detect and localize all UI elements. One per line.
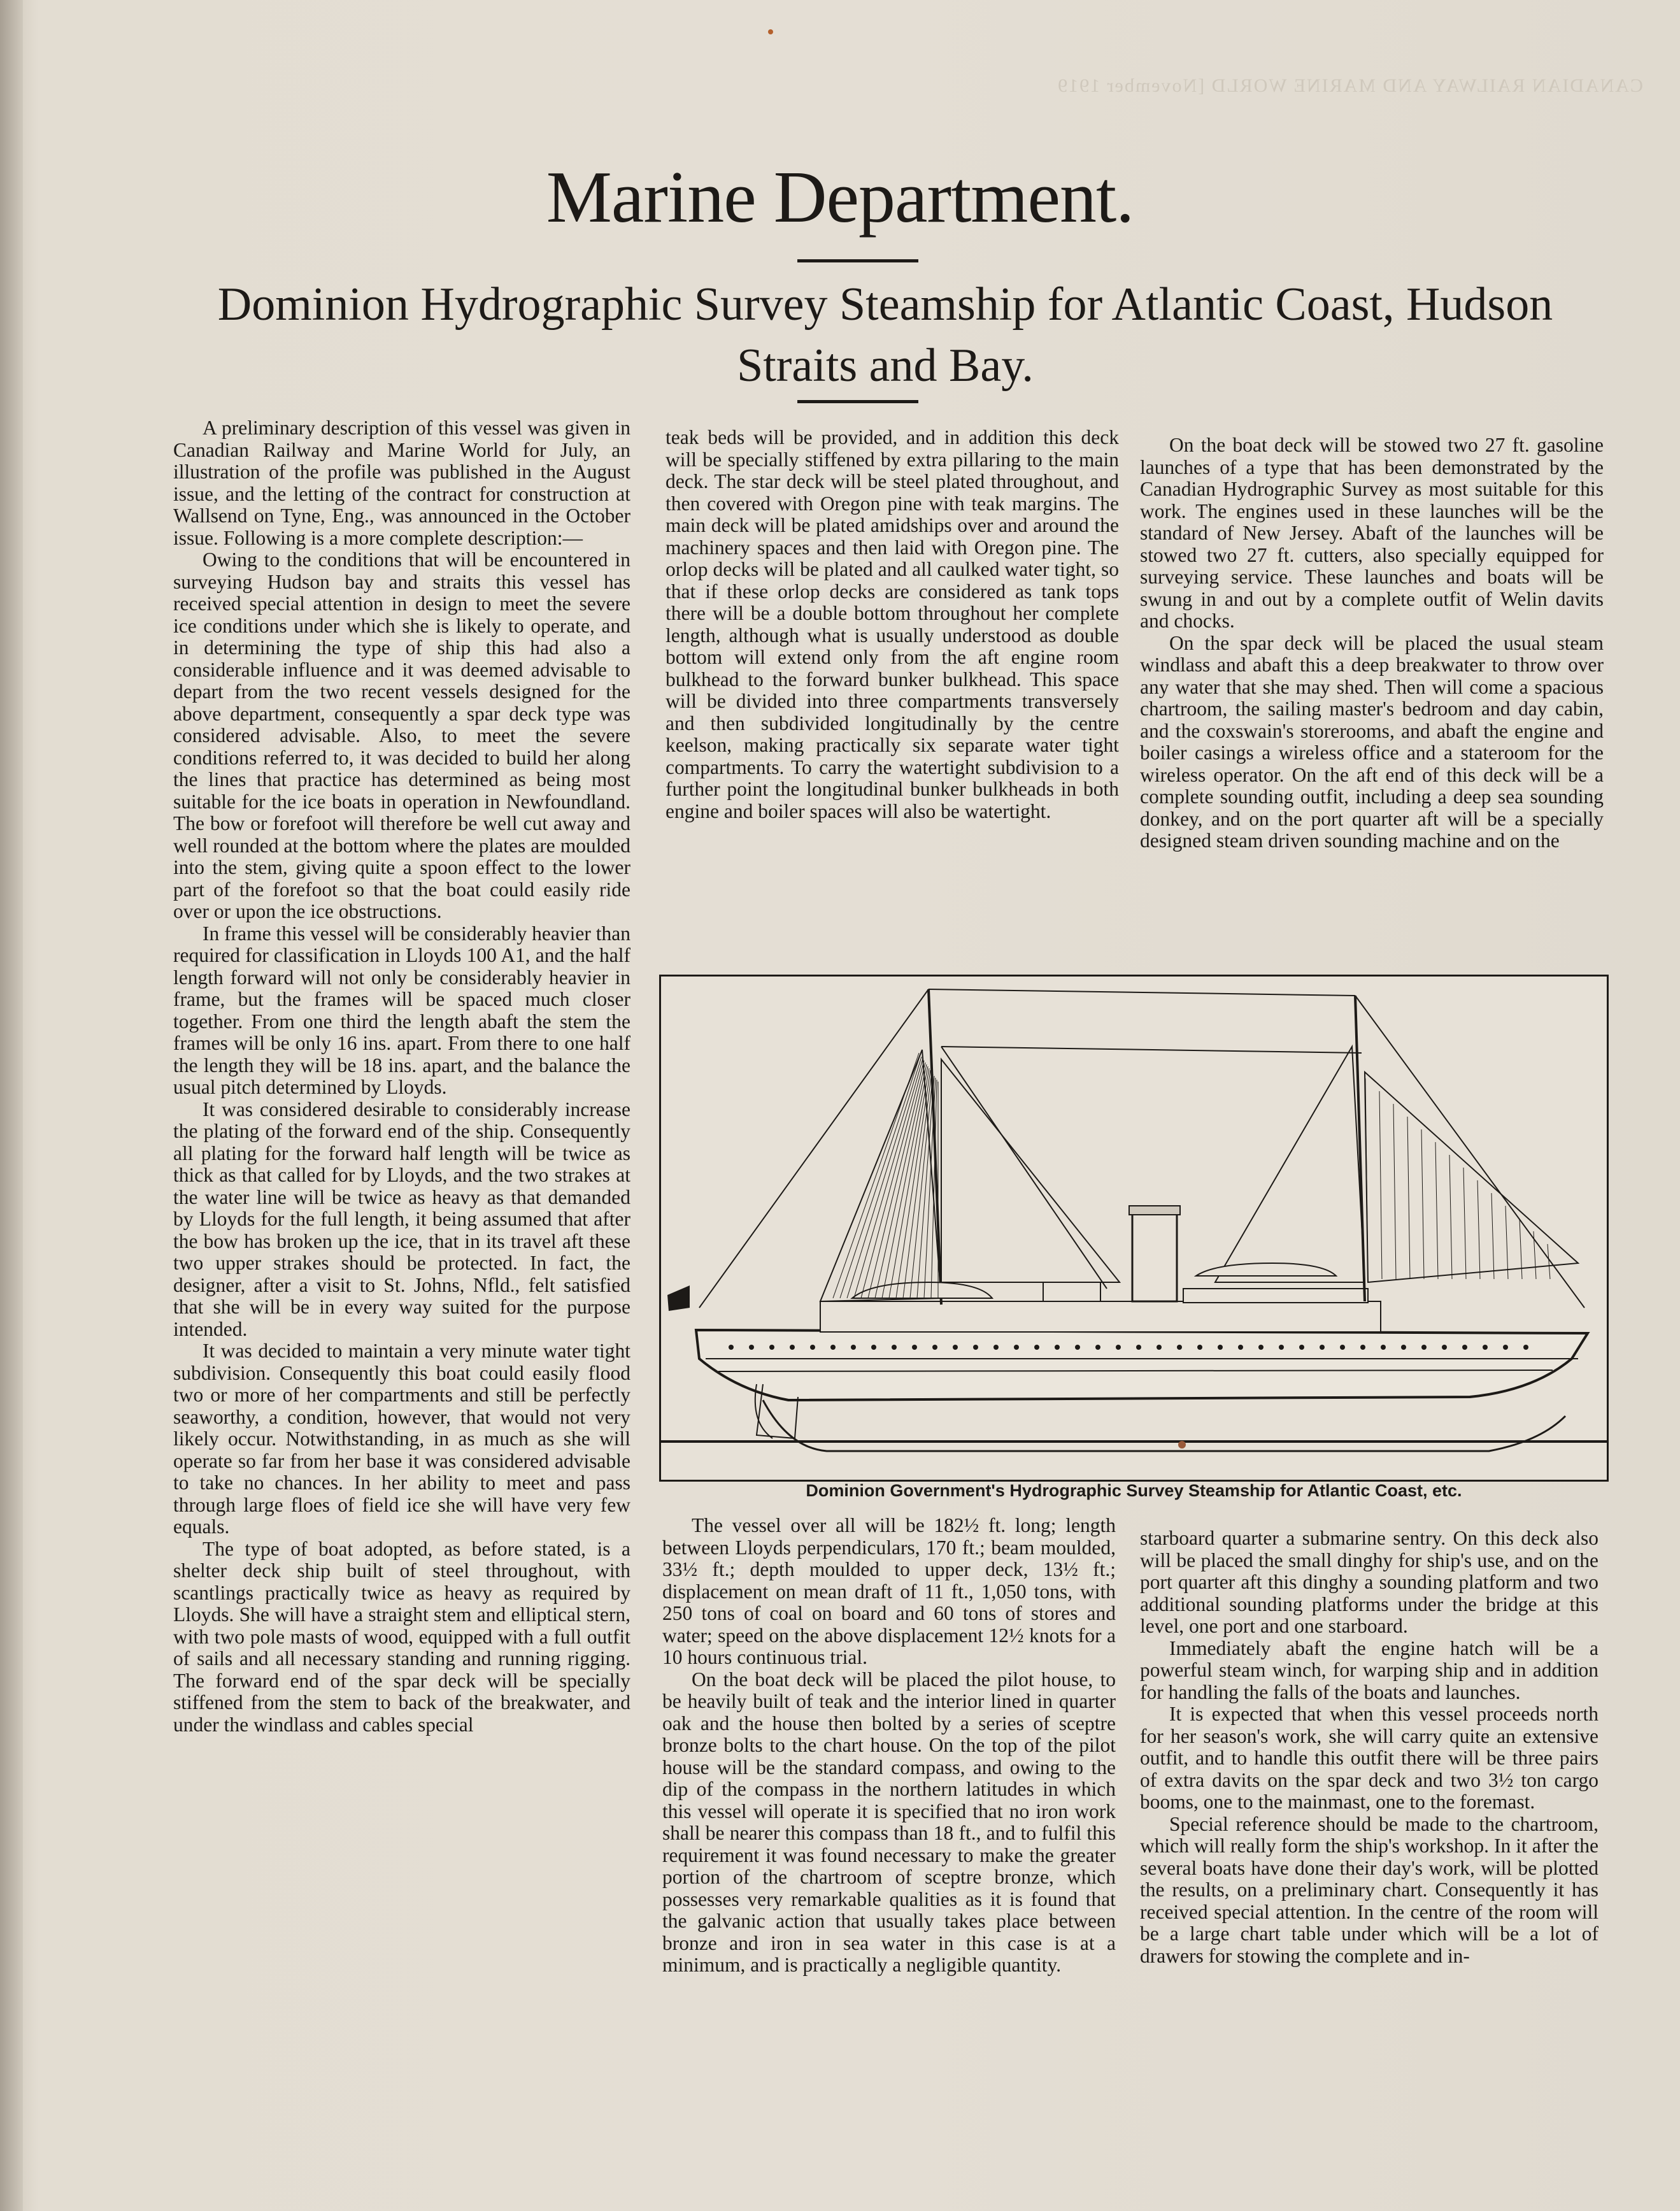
paragraph: The type of boat adopted, as before stated, is a shelter deck ship built of steel throughout, with scantlings practically twice as heavy as required by Lloyds. She will have a straight stem and elliptical stern, with two pole masts of wood, equipped with a full outfit of sails and all necessary standing and running rigging. The forward end of the spar deck will be specially stiffened from the stem to back of the breakwater, and under the windlass and cables special [173, 1537, 630, 1736]
column-1 [173, 417, 630, 1736]
porthole [1320, 1345, 1325, 1350]
porthole [1095, 1345, 1100, 1350]
sail-hatch-line [1421, 1129, 1424, 1279]
porthole [1136, 1345, 1141, 1350]
porthole [1523, 1345, 1528, 1350]
paragraph: On the boat deck will be stowed two 27 ft. gasoline launches of a type that has been demonstrated by the Canadian Hydrographic Survey as most suitable for this work. The engines used in these launches will be the standard of New Jersey. Abaft of the launches will be stowed two 27 ft. cutters, also specially equipped for surveying service. These launches and boats will be swung in and out by a complete outfit of Welin davits and chocks. [1140, 434, 1604, 632]
porthole [1218, 1345, 1223, 1350]
paragraph: On the spar deck will be placed the usual steam windlass and abaft this a deep breakwater to throw over any water that she may shed. Then will come a spacious chartroom, the sailing master's bedroom and day cabin, and the coxswain's storerooms, and abaft the engine and boiler casings a wireless office and a stateroom for the wireless operator. On the aft end of this deck will be a complete sounding outfit, including a deep sea sounding donkey, and on the port quarter aft will be a specially designed steam driven sounding machine and on the [1140, 631, 1604, 852]
sail-hatch-line [840, 1055, 920, 1298]
sail-hatch-line [854, 1059, 923, 1298]
porthole [1360, 1345, 1365, 1350]
porthole [1116, 1345, 1121, 1350]
page-binding-edge [0, 0, 23, 2211]
article-title: Dominion Hydrographic Survey Steamship for Atlantic Coast, Hudson Straits and Bay. [217, 278, 1553, 392]
paragraph: Immediately abaft the engine hatch will be a powerful steam winch, for warping ship and in addition for handling the falls of the boats and launches. [1140, 1636, 1598, 1703]
porthole [1279, 1345, 1284, 1350]
show-through-running-head: CANADIAN RAILWAY AND MARINE WORLD [November 1919 [1057, 75, 1643, 96]
paragraph: It is expected that when this vessel proceeds north for her season's work, she will carry quite an extensive outfit, and to handle this outfit there will be three pairs of extra davits on the spar deck and two 3½ ton cargo booms, one to the mainmast, one to the foremast. [1140, 1703, 1598, 1813]
porthole [1421, 1345, 1427, 1350]
column-3-bottom [1140, 1528, 1598, 1967]
figure-caption: Dominion Government's Hydrographic Survey Steamship for Atlantic Coast, etc. [806, 1481, 1462, 1500]
porthole [729, 1345, 734, 1350]
sail-hatch-line [1449, 1155, 1452, 1279]
column-2-bottom [662, 1515, 1116, 1977]
porthole [1483, 1345, 1488, 1350]
title-rule [797, 259, 918, 262]
sail-hatch-line [1435, 1142, 1438, 1279]
sail-hatch-line [1463, 1168, 1466, 1279]
sail-hatch-line [1393, 1104, 1396, 1279]
paragraph: Owing to the conditions that will be encountered in surveying Hudson bay and straits this vessel has received special attention in design to meet the severe ice conditions under which she is likely to operate, and in determining the type of ship this had also a considerable influence and it was deemed advisable to depart from the two recent vessels designed for the above department, consequently a spar deck type was considered advisable. Also, to meet the severe conditions referred to, it was decided to build her along the lines that practice has determined as being most suitable for the ice boats in operation in Newfoundland. The bow or forefoot will therefore be well cut away and well rounded at the bottom where the plates are moulded into the stem, giving quite a spoon effect to the lower part of the forefoot so that the boat could easily ride over or upon the ice obstructions. [173, 548, 630, 922]
porthole [1238, 1345, 1243, 1350]
paragraph: In frame this vessel will be considerably heavier than required for classification in Lloyds 100 A1, and the half length forward will not only be considerably heavier in frame, but the frames will be spaced much closer together. From one third the length abaft the stem the frames will be only 16 ins. apart. From there to one half the length they will be 18 ins. apart, and the balance the usual pitch determined by Lloyds. [173, 922, 630, 1098]
porthole [1503, 1345, 1508, 1350]
porthole [912, 1345, 917, 1350]
sail-hatch-line [861, 1061, 924, 1298]
porthole [1258, 1345, 1264, 1350]
porthole [1157, 1345, 1162, 1350]
sail-hatch-line [889, 1068, 929, 1298]
sail-hatch-line [1506, 1206, 1508, 1279]
porthole [932, 1345, 937, 1350]
paragraph: A preliminary description of this vessel was given in Canadian Railway and Marine World for July, an illustration of the profile was published in the August issue, and the letting of the contract for construction at Wallsend on Tyne, Eng., was announced in the October issue. Following is a more complete description:— [173, 417, 630, 549]
porthole [1442, 1345, 1447, 1350]
porthole [810, 1345, 815, 1350]
porthole [871, 1345, 876, 1350]
porthole [993, 1345, 999, 1350]
paragraph: The vessel over all will be 182½ ft. long; length between Lloyds perpendiculars, 170 ft.; beam moulded, 33½ ft.; depth moulded to upper deck, 13½ ft.; displacement on mean draft of 11 ft., 1,050 tons, with 250 tons of coal on board and 60 tons of stores and water; speed on the above displacement 12½ knots for a 10 hours continuous trial. [662, 1514, 1116, 1668]
paper-speck [768, 29, 773, 34]
porthole [1401, 1345, 1406, 1350]
porthole [1075, 1345, 1080, 1350]
paper-speck [1178, 1441, 1186, 1449]
porthole [769, 1345, 774, 1350]
porthole [973, 1345, 978, 1350]
column-2-top [666, 427, 1119, 822]
porthole [1034, 1345, 1039, 1350]
porthole [1177, 1345, 1182, 1350]
sail-hatch-line [1407, 1117, 1410, 1279]
subtitle-rule [797, 400, 918, 403]
ship-drawing [661, 977, 1607, 1480]
sail-hatch-line [1534, 1231, 1536, 1279]
porthole [1462, 1345, 1467, 1350]
sail-hatch-line [1548, 1244, 1550, 1279]
porthole [892, 1345, 897, 1350]
porthole [1055, 1345, 1060, 1350]
sail-hatch-line [868, 1063, 925, 1298]
paragraph: It was decided to maintain a very minute water tight subdivision. Consequently this boat could easily flood two or more of her compartments and still be perfectly seaworthy, a condition, however, that would not very likely occur. Notwithstanding, in as much as she will operate so far from her base it was considered advisable to take no chances. In her ability to meet and pass through large floes of field ice she will have very few equals. [173, 1340, 630, 1538]
column-3-top [1140, 434, 1604, 852]
section-title: Marine Department. [546, 157, 1134, 238]
porthole [830, 1345, 836, 1350]
porthole [1299, 1345, 1304, 1350]
sail-hatch-line [1491, 1193, 1494, 1279]
sail-hatch-line [1520, 1219, 1522, 1279]
paragraph: teak beds will be provided, and in addition this deck will be specially stiffened by extra pillaring to the main deck. The star deck will be steel plated throughout, and then covered with Oregon pine with teak margins. The main deck will be plated amidships over and around the machinery spaces and then laid with Oregon pine. The orlop decks will be plated and all caulked water tight, so that if these orlop decks are considered as tank tops there will be a double bottom throughout her complete length, although what is usually understood as double bottom will extend only from the aft engine room bulkhead to the forward bunker bulkhead. This space will be divided into three compartments transversely and then subdivided longitudinally by the centre keelson, making practically six separate water tight compartments. To carry the watertight subdivision to a further point the longitudinal bunker bulkheads in both engine and boiler spaces will also be watertight. [666, 426, 1119, 822]
paragraph: On the boat deck will be placed the pilot house, to be heavily built of teak and the interior lined in quarter oak and the house then bolted by a series of sceptre bronze bolts to the chart house. On the top of the pilot house will be the standard compass, and owing to the dip of the compass in the northern latitudes in which this vessel will operate it is specified that no iron work shall be nearer this compass than 18 ft., and to fulfil this requirement it was found necessary to make the greater portion of the chartroom of sceptre bronze, which possesses very remarkable qualities as it is found that the galvanic action that usually takes place between bronze and iron in sea water in this case is at a minimum, and is practically a negligible quantity. [662, 1668, 1116, 1976]
paragraph: Special reference should be made to the chartroom, which will really form the ship's workshop. In it after the several boats have done their day's work, will be plotted the results, on a preliminary chart. Consequently it has received special attention. In the centre of the room will be a large chart table under which will be a lot of drawers for stowing the complete and in- [1140, 1812, 1598, 1967]
porthole [749, 1345, 754, 1350]
porthole [790, 1345, 795, 1350]
porthole [1197, 1345, 1202, 1350]
porthole [1381, 1345, 1386, 1350]
paragraph: starboard quarter a submarine sentry. On this deck also will be placed the small dinghy for ship's use, and on the port quarter aft this dinghy a sounding platform and two additional sounding platforms under the bridge at this level, one port and one starboard. [1140, 1527, 1598, 1637]
sail-hatch-line [1477, 1180, 1480, 1279]
paragraph: It was considered desirable to considerably increase the plating of the forward end of the ship. Consequently all plating for the forward half length will be twice as thick as that called for by Lloyds, and the two strakes at the water line will be twice as heavy as that demanded by Lloyds for the full length, it being assumed that after the bow has broken up the ice, that in its travel aft these two upper strakes should be protected. In fact, the designer, after a visit to St. Johns, Nfld., felt satisfied that she will be in every way suited for the purpose intended. [173, 1098, 630, 1340]
ship-profile-illustration [659, 975, 1609, 1482]
porthole [1340, 1345, 1345, 1350]
porthole [851, 1345, 856, 1350]
porthole [1014, 1345, 1019, 1350]
sail-hatch-line [910, 1074, 933, 1298]
porthole [953, 1345, 958, 1350]
sail-hatch-line [1379, 1091, 1382, 1279]
